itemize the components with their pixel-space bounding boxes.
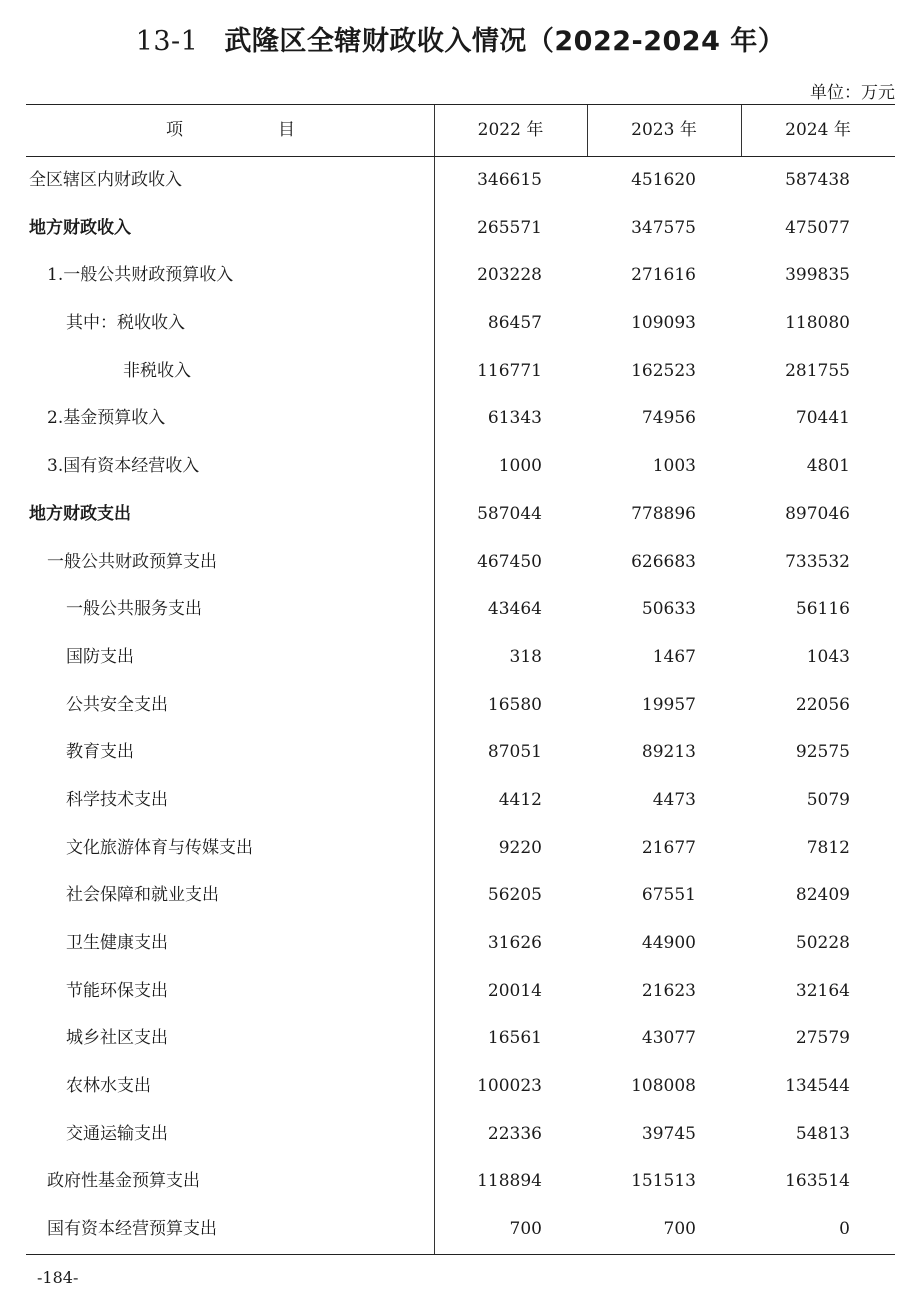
- cell-2024: 7812: [806, 837, 850, 858]
- row-label: 1.一般公共财政预算收入: [47, 265, 234, 286]
- cell-2023: 109093: [631, 313, 696, 334]
- row-label: 科学技术支出: [66, 789, 168, 810]
- cell-2023: 162523: [631, 360, 696, 381]
- cell-2022: 700: [509, 1219, 542, 1240]
- cell-2022: 31626: [487, 933, 542, 953]
- cell-2023: 108008: [631, 1076, 696, 1097]
- header-year-2022: 2022 年: [477, 120, 544, 140]
- row-label: 3.国有资本经营收入: [47, 456, 200, 477]
- cell-2023: 1003: [652, 456, 696, 477]
- cell-2024: 0: [839, 1219, 850, 1240]
- row-label: 地方财政收入: [29, 217, 131, 238]
- cell-2022: 346615: [477, 170, 542, 190]
- table-row: [26, 825, 895, 873]
- table-body: [26, 157, 895, 1254]
- cell-2022: 265571: [477, 217, 542, 238]
- row-label: 城乡社区支出: [66, 1028, 168, 1049]
- cell-2023: 39745: [641, 1123, 696, 1144]
- row-label: 其中：税收收入: [66, 313, 185, 334]
- cell-2023: 67551: [641, 885, 696, 906]
- table-row: [26, 1111, 895, 1159]
- table-row: [26, 443, 895, 491]
- cell-2022: 116771: [477, 360, 542, 381]
- cell-2024: 1043: [806, 646, 850, 667]
- row-label: 地方财政支出: [29, 503, 131, 524]
- row-label: 卫生健康支出: [66, 933, 168, 953]
- table-number: 13-1: [135, 26, 199, 57]
- cell-2024: 4801: [806, 456, 850, 477]
- cell-2024: 32164: [795, 980, 850, 1001]
- header-item: 目: [278, 120, 295, 140]
- cell-2022: 86457: [487, 313, 542, 334]
- cell-2024: 70441: [795, 408, 850, 429]
- table-row: [26, 395, 895, 443]
- table-row: [26, 682, 895, 730]
- table-row: [26, 1206, 895, 1254]
- row-label: 一般公共服务支出: [66, 599, 202, 620]
- cell-2022: 9220: [498, 837, 542, 858]
- header-item: 项: [166, 120, 183, 140]
- cell-2023: 626683: [631, 551, 696, 572]
- cell-2023: 4473: [652, 789, 696, 810]
- cell-2023: 50633: [641, 599, 696, 620]
- cell-2022: 4412: [498, 789, 542, 810]
- table-row: [26, 348, 895, 396]
- cell-2023: 19957: [641, 694, 696, 715]
- cell-2022: 1000: [498, 456, 542, 477]
- header-year-2024: 2024 年: [785, 120, 851, 140]
- cell-2023: 44900: [641, 933, 696, 953]
- cell-2024: 27579: [795, 1028, 850, 1049]
- cell-2022: 100023: [477, 1076, 542, 1097]
- page-number: -184-: [37, 1268, 79, 1287]
- cell-2022: 61343: [487, 408, 542, 429]
- row-label: 农林水支出: [66, 1076, 151, 1097]
- table-row: [26, 586, 895, 634]
- cell-2023: 347575: [631, 217, 696, 238]
- row-label: 国有资本经营预算支出: [47, 1219, 217, 1240]
- header-year-2023: 2023 年: [631, 120, 697, 140]
- unit-label: 单位：万元: [810, 83, 895, 103]
- cell-2022: 16580: [487, 694, 542, 715]
- table-row: [26, 634, 895, 682]
- cell-2023: 700: [663, 1219, 696, 1240]
- row-label: 国防支出: [66, 646, 134, 667]
- cell-2022: 16561: [487, 1028, 542, 1049]
- data-table: [26, 104, 895, 1255]
- row-label: 交通运输支出: [66, 1123, 168, 1144]
- cell-2022: 203228: [477, 265, 542, 286]
- row-label: 文化旅游体育与传媒支出: [66, 837, 253, 858]
- cell-2024: 50228: [795, 933, 850, 953]
- row-label: 社会保障和就业支出: [66, 885, 219, 906]
- row-label: 一般公共财政预算支出: [47, 551, 217, 572]
- table-row: [26, 777, 895, 825]
- table-row: [26, 920, 895, 968]
- table-row: [26, 252, 895, 300]
- table-row: [26, 1015, 895, 1063]
- cell-2024: 82409: [795, 885, 850, 906]
- cell-2022: 87051: [487, 742, 542, 763]
- table-title: 武隆区全辖财政收入情况（2022-2024 年）: [224, 26, 786, 57]
- row-label: 节能环保支出: [66, 980, 168, 1001]
- cell-2023: 451620: [631, 170, 696, 190]
- cell-2024: 475077: [785, 217, 850, 238]
- cell-2022: 587044: [477, 503, 542, 524]
- cell-2024: 54813: [795, 1123, 850, 1144]
- cell-2024: 134544: [785, 1076, 850, 1097]
- cell-2023: 43077: [641, 1028, 696, 1049]
- cell-2023: 74956: [641, 408, 696, 429]
- page-title: [0, 22, 921, 62]
- row-label: 教育支出: [66, 742, 134, 763]
- row-label: 全区辖区内财政收入: [29, 170, 182, 190]
- cell-2024: 897046: [785, 503, 850, 524]
- table-row: [26, 157, 895, 205]
- table-row: [26, 300, 895, 348]
- cell-2023: 271616: [631, 265, 696, 286]
- cell-2024: 118080: [785, 313, 850, 334]
- table-row: [26, 1158, 895, 1206]
- cell-2022: 56205: [487, 885, 542, 906]
- cell-2024: 56116: [795, 599, 850, 620]
- cell-2022: 467450: [477, 551, 542, 572]
- cell-2024: 733532: [785, 551, 850, 572]
- cell-2024: 5079: [806, 789, 850, 810]
- table-row: [26, 491, 895, 539]
- row-label: 政府性基金预算支出: [47, 1171, 200, 1192]
- cell-2024: 399835: [785, 265, 850, 286]
- cell-2022: 20014: [487, 980, 542, 1001]
- cell-2024: 281755: [785, 360, 850, 381]
- row-label: 公共安全支出: [66, 694, 168, 715]
- cell-2023: 21623: [641, 980, 696, 1001]
- table-row: [26, 1063, 895, 1111]
- cell-2024: 22056: [795, 694, 850, 715]
- cell-2023: 151513: [631, 1171, 696, 1192]
- cell-2024: 587438: [785, 170, 850, 190]
- cell-2024: 163514: [785, 1171, 850, 1192]
- cell-2022: 118894: [477, 1171, 542, 1192]
- cell-2022: 22336: [487, 1123, 542, 1144]
- cell-2023: 778896: [631, 503, 696, 524]
- cell-2023: 1467: [652, 646, 696, 667]
- cell-2023: 89213: [641, 742, 696, 763]
- table-row: [26, 729, 895, 777]
- table-row: [26, 968, 895, 1016]
- row-label: 非税收入: [123, 360, 191, 381]
- cell-2023: 21677: [641, 837, 696, 858]
- table-row: [26, 872, 895, 920]
- cell-2024: 92575: [795, 742, 850, 763]
- table-row: [26, 539, 895, 587]
- row-label: 2.基金预算收入: [47, 408, 166, 429]
- cell-2022: 43464: [487, 599, 542, 620]
- cell-2022: 318: [509, 646, 542, 667]
- table-row: [26, 205, 895, 253]
